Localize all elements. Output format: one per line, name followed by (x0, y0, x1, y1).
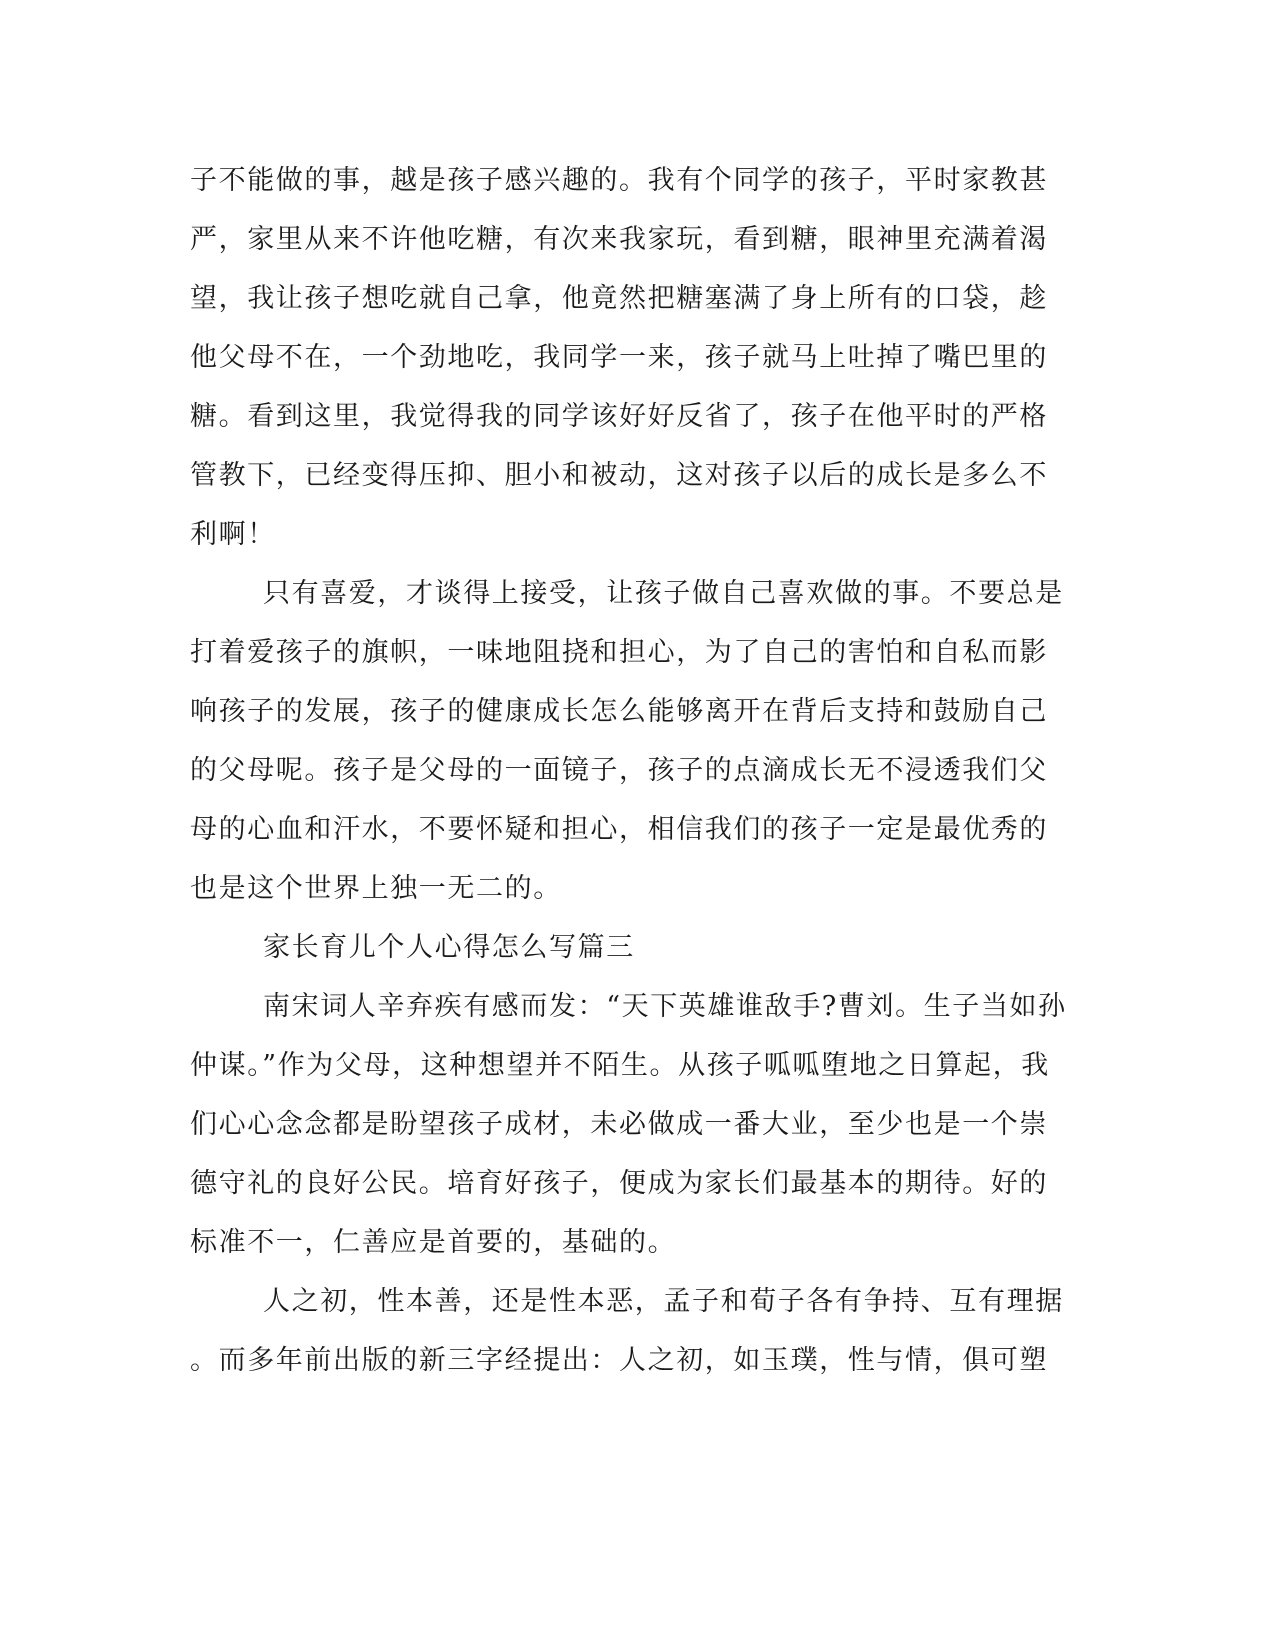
text-line: 他父母不在，一个劲地吃，我同学一来，孩子就马上吐掉了嘴巴里的 (190, 342, 1048, 373)
text-line: 打着爱孩子的旗帜，一味地阻挠和担心，为了自己的害怕和自私而影 (190, 637, 1048, 668)
text-line: 也是这个世界上独一无二的。 (190, 873, 562, 904)
text-line: 子不能做的事，越是孩子感兴趣的。我有个同学的孩子，平时家教甚 (190, 165, 1048, 196)
paragraph-first-line: 人之初，性本善，还是性本恶，孟子和荀子各有争持、互有理据 (263, 1286, 1064, 1317)
text-line: 母的心血和汗水，不要怀疑和担心，相信我们的孩子一定是最优秀的 (190, 814, 1048, 845)
text-line: 严，家里从来不许他吃糖，有次来我家玩，看到糖，眼神里充满着渴 (190, 224, 1048, 255)
text-line: 利啊！ (190, 519, 276, 550)
text-line: 们心心念念都是盼望孩子成材，未必做成一番大业，至少也是一个崇 (190, 1109, 1048, 1140)
paragraph-first-line: 南宋词人辛弃疾有感而发：“天下英雄谁敌手?曹刘。生子当如孙 (263, 991, 1067, 1022)
text-line: 的父母呢。孩子是父母的一面镜子，孩子的点滴成长无不浸透我们父 (190, 755, 1048, 786)
text-line: 管教下，已经变得压抑、胆小和被动，这对孩子以后的成长是多么不 (190, 460, 1048, 491)
text-line: 德守礼的良好公民。培育好孩子，便成为家长们最基本的期待。好的 (190, 1168, 1048, 1199)
text-line: 。而多年前出版的新三字经提出：人之初，如玉璞，性与情，俱可塑 (190, 1345, 1048, 1376)
text-line: 糖。看到这里，我觉得我的同学该好好反省了，孩子在他平时的严格 (190, 401, 1048, 432)
section-heading: 家长育儿个人心得怎么写篇三 (263, 932, 635, 963)
text-line: 望，我让孩子想吃就自己拿，他竟然把糖塞满了身上所有的口袋，趁 (190, 283, 1048, 314)
text-line: 标准不一，仁善应是首要的，基础的。 (190, 1227, 677, 1258)
text-line: 响孩子的发展，孩子的健康成长怎么能够离开在背后支持和鼓励自己 (190, 696, 1048, 727)
paragraph-first-line: 只有喜爱，才谈得上接受，让孩子做自己喜欢做的事。不要总是 (263, 578, 1064, 609)
text-line: 仲谋。”作为父母，这种想望并不陌生。从孩子呱呱堕地之日算起，我 (190, 1050, 1050, 1081)
